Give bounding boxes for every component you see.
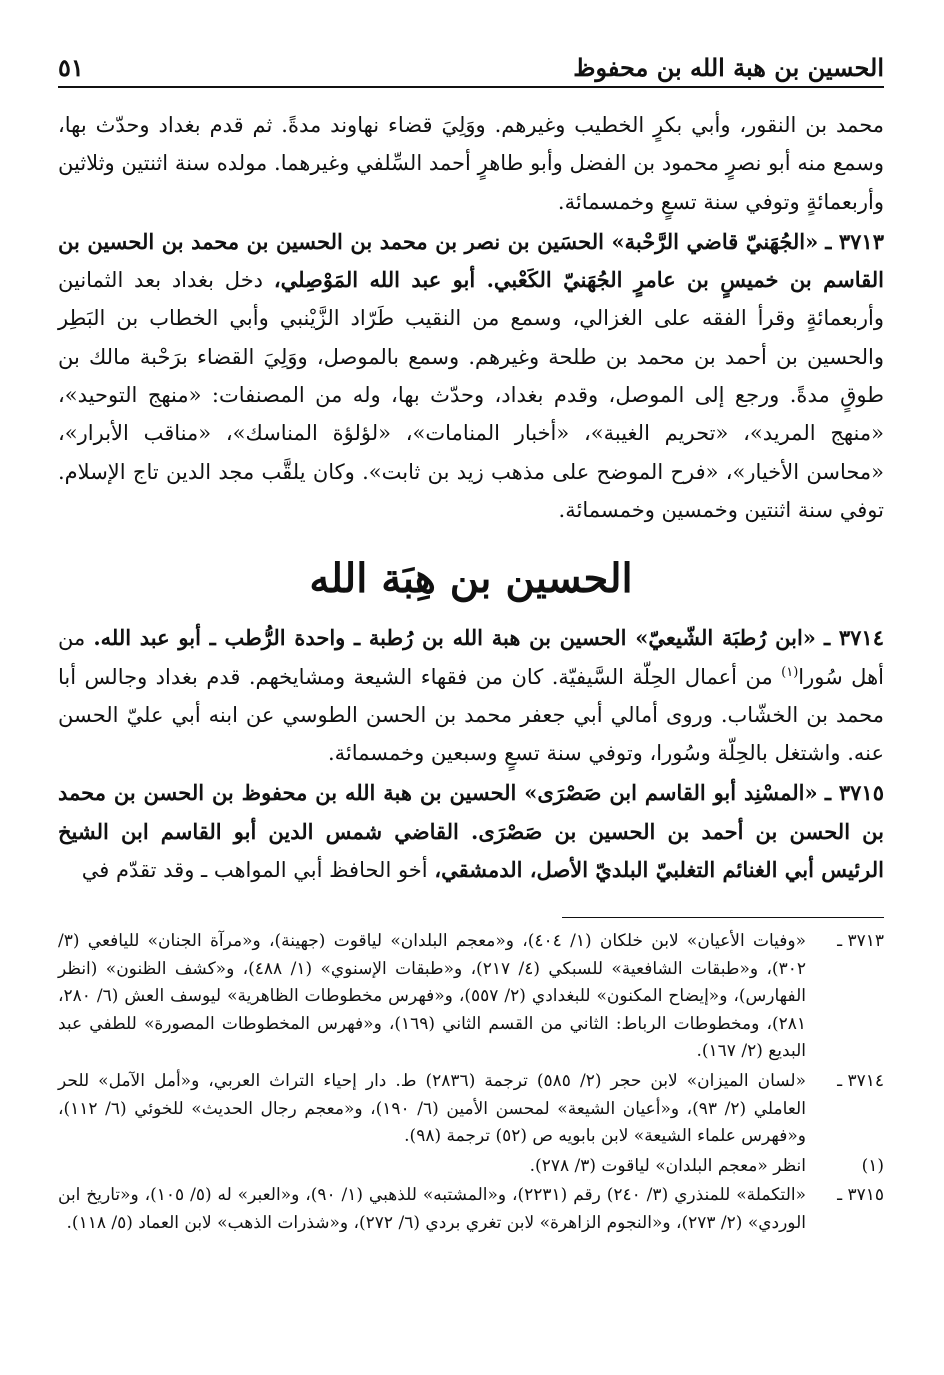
footnote-text: «وفيات الأعيان» لابن خلكان (١/ ٤٠٤)، و«معجم البلدان» لياقوت (جهينة)، و«مرآة الجنان» لليافعي (٣/ ٣٠٢)، و«طبقات الشافعية» للسبكي (٤/ ٢١٧)، و«طبقات الإسنوي» (١/ ٤٨٨)، و«كشف الظنون» (انظر الفهارس)، و«إيضاح المكنون» للبغدادي (٢/ ٥٥٧)، و«فهرس مخطوطات الظاهرية» ليوسف العش (٦/ ٢٨٠، ٢٨١)، ومخطوطات الرباط: الثاني من القسم الثاني (١٦٩)، و«فهرس المخطوطات المصورة» للطفي عبد البديع (٢/ ١٦٧). — [58, 931, 806, 1062]
footnote-reference[interactable]: (١) — [781, 664, 799, 680]
running-header — [58, 38, 884, 82]
footnote-separator — [562, 917, 884, 918]
footnote-item — [58, 1153, 884, 1181]
entry-text: من أهل سُورا — [58, 626, 884, 689]
running-title: الحسين بن هبة الله بن محفوظ — [573, 53, 884, 82]
entry-text: أخو الحافظ أبي المواهب ـ وقد تقدّم في — [81, 858, 435, 883]
entry-number: ٣٧١٣ ـ — [825, 228, 884, 254]
footnote-label: (١) — [861, 1155, 884, 1176]
entry-heading: «الجُهَنيّ قاضي الرَّحْبة» الحسَين بن نصر بن محمد بن الحسين بن محمد بن الحسين بن القاسم بن خميسٍ بن عامرٍ الجُهَنيّ الكَعْبي. أبو عبد الله المَوْصِلي، — [58, 228, 884, 293]
footnote-item — [58, 1182, 884, 1237]
entry-text: دخل بغداد بعد الثمانين وأربعمائةٍ وقرأ الفقه على الغزالي، وسمع من النقيب طَرّاد الزَّيْنبي وأبي الخطاب بن البَطِر والحسين بن أحمد بن محمد بن طلحة وغيرهم. وسمع بالموصل، ووَلِيَ القضاء برَحْبة مالك بن طوقٍ مدةً. ورجع إلى الموصل، وقدم بغداد، وحدّث بها، وله من المصنفات: «منهج التوحيد»، «منهج المريد»، «تحريم الغيبة»، «أخبار المنامات»، «لؤلؤة المناسك»، «مناقب الأبرار»، «محاسن الأخيار»، «فرح الموضح على مذهب زيد بن ثابت». وكان يلقَّب مجد الدين تاج الإسلام. توفي سنة اثنتين وخمسين وخمسمائة. — [58, 268, 884, 522]
entry-text-continued: من أعمال الحِلّة السَّيفيّة. كان من فقهاء الشيعة ومشايخهم. قدم بغداد وجالس أبا محمد بن الخشّاب. وروى أمالي أبي جعفر محمد بن الحسن الطوسي عن ابنه أبي عليّ الحسن عنه. واشتغل بالحِلّة وسُورا، وتوفي سنة تسعٍ وسبعين وخمسمائة. — [58, 664, 884, 766]
footnote-text: انظر «معجم البلدان» لياقوت (٣/ ٢٧٨). — [529, 1155, 806, 1176]
main-text — [58, 106, 884, 889]
footnote-label: ٣٧١٥ ـ — [837, 1185, 884, 1206]
section-title: الحسين بن هِبَة الله — [309, 555, 633, 603]
entry-3713 — [58, 223, 884, 529]
entry-heading: «المسْنِد أبو القاسم ابن صَصْرَى» الحسين بن هبة الله بن محفوظ بن الحسن بن محمد بن الحسن بن أحمد بن الحسين بن صَصْرَى. القاضي شمس الدين أبو القاسم ابن الشيخ الرئيس أبي الغنائم التغلبيّ البلديّ الأصل، الدمشقي، — [58, 780, 884, 883]
page-number: ٥١ — [58, 53, 84, 82]
header-rule — [58, 86, 884, 88]
entry-3714 — [58, 619, 884, 772]
footnotes — [58, 928, 884, 1240]
footnote-text: «لسان الميزان» لابن حجر (٢/ ٥٨٥) ترجمة (٢٨٣٦) ط. دار إحياء التراث العربي، و«أمل الآمل» للحر العاملي (٢/ ٩٣)، و«أعيان الشيعة» لمحسن الأمين (٦/ ١٩٠)، و«معجم رجال الحديث» للخوئي (٦/ ١١٢)، و«فهرس علماء الشيعة» لابن بابويه ص (٥٢) ترجمة (٩٨). — [58, 1070, 807, 1147]
entry-number: ٣٧١٥ ـ — [824, 780, 884, 806]
footnote-item — [58, 1068, 884, 1151]
footnote-item — [58, 928, 884, 1066]
entry-heading: «ابن رُطبَة الشّيعيّ» الحسين بن هبة الله بن رُطبة ـ واحدة الرُّطب ـ أبو عبد الله. — [93, 625, 816, 651]
continued-paragraph: محمد بن النقور، وأبي بكرٍ الخطيب وغيرهم. ووَلِيَ قضاء نهاوند مدةً. ثم قدم بغداد وحدّث بها، وسمع منه أبو نصرٍ محمود بن الفضل وأبو طاهرٍ أحمد السِّلفي وغيرهما. مولده سنة اثنتين وثلاثين وأربعمائةٍ وتوفي سنة تسعٍ وخمسمائة. — [58, 113, 884, 214]
footnote-text: «التكملة» للمنذري (٣/ ٢٤٠) رقم (٢٢٣١)، و«المشتبه» للذهبي (١/ ٩٠)، و«العبر» له (٥/ ١٠٥)، و«تاريخ ابن الوردي» (٢/ ٢٧٣)، و«النجوم الزاهرة» لابن تغري بردي (٦/ ٢٧٢)، و«شذرات الذهب» لابن العماد (٥/ ١١٨). — [58, 1185, 806, 1233]
entry-3715 — [58, 774, 884, 889]
footnote-label: ٣٧١٤ ـ — [837, 1070, 884, 1091]
footnote-label: ٣٧١٣ ـ — [837, 931, 884, 951]
entry-number: ٣٧١٤ ـ — [824, 625, 884, 651]
